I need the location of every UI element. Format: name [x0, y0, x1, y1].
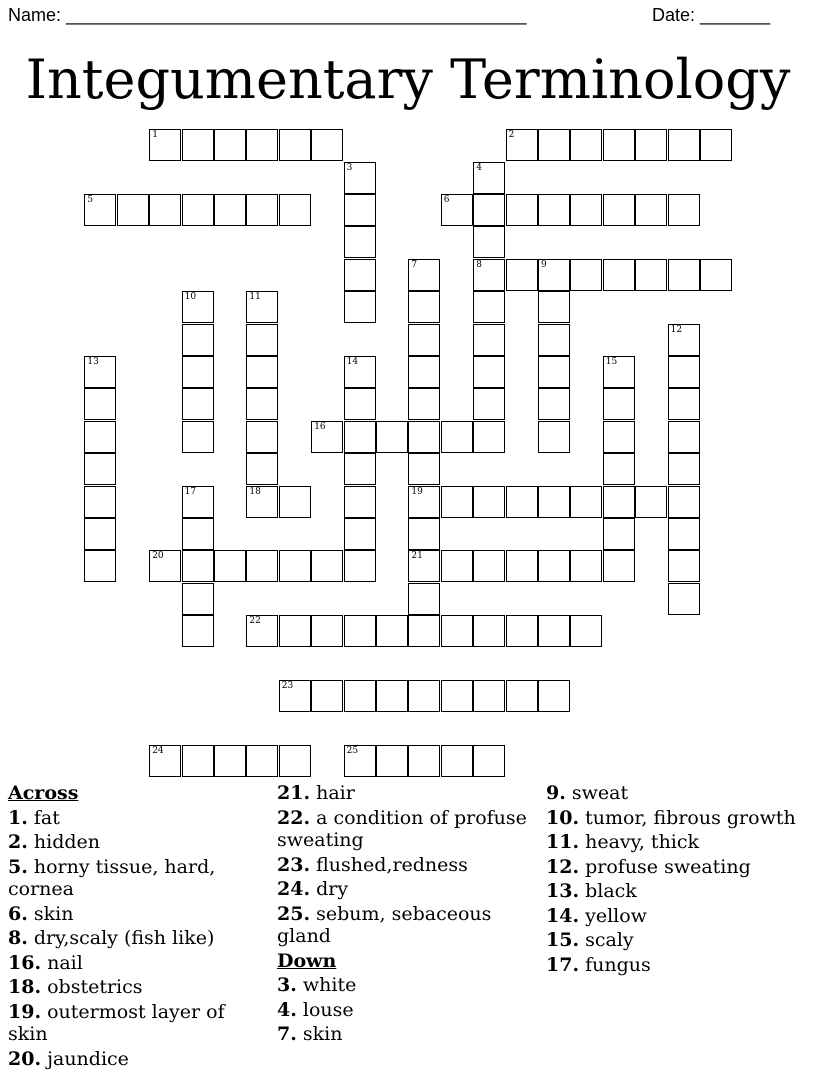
clue-item-number: 14.: [546, 904, 580, 927]
crossword-cell[interactable]: [441, 194, 473, 226]
crossword-cell[interactable]: [538, 259, 570, 291]
clue-item-text: a condition of profuse sweating: [277, 806, 527, 851]
crossword-cell[interactable]: [214, 129, 246, 161]
clue-item-number: 16.: [8, 951, 42, 974]
clue-item-number: 13.: [546, 880, 580, 902]
crossword-cell[interactable]: [570, 194, 602, 226]
crossword-cell[interactable]: [279, 194, 311, 226]
crossword-cell[interactable]: [344, 550, 376, 582]
crossword-cell[interactable]: [246, 291, 278, 323]
clue-item: [546, 929, 806, 952]
date-field-label[interactable]: Date: _______: [652, 5, 771, 25]
crossword-cell[interactable]: [668, 259, 700, 291]
clue-number: 16: [314, 421, 326, 432]
clue-item-number: 8.: [8, 927, 28, 949]
clue-item-text: tumor, fibrous growth: [579, 806, 796, 829]
clue-item-number: 2.: [8, 831, 28, 853]
clue-item: [277, 999, 527, 1022]
clue-item-text: heavy, thick: [579, 831, 700, 853]
crossword-cell[interactable]: [182, 388, 214, 420]
crossword-cell[interactable]: [376, 745, 408, 777]
clue-item-text: profuse sweating: [579, 855, 751, 878]
crossword-cell[interactable]: [603, 518, 635, 550]
crossword-cell[interactable]: [408, 356, 440, 388]
crossword-cell[interactable]: [603, 421, 635, 453]
clue-item: [277, 854, 527, 877]
crossword-cell[interactable]: [506, 615, 538, 647]
crossword-cell[interactable]: [214, 194, 246, 226]
clue-number: 17: [184, 486, 197, 497]
crossword-cell[interactable]: [344, 745, 376, 777]
clue-item-text: obstetrics: [41, 976, 143, 998]
clue-number: 21: [411, 551, 423, 562]
crossword-cell[interactable]: [668, 356, 700, 388]
crossword-cell[interactable]: [570, 615, 602, 647]
crossword-cell[interactable]: [246, 615, 278, 647]
clue-number: 11: [249, 292, 261, 303]
clue-item-number: 19.: [8, 1000, 42, 1023]
crossword-cell[interactable]: [473, 162, 505, 194]
clue-item-number: 21.: [277, 782, 311, 804]
crossword-cell[interactable]: [538, 291, 570, 323]
clue-item-text: dry: [310, 878, 349, 900]
crossword-cell[interactable]: [538, 615, 570, 647]
clue-item-number: 23.: [277, 853, 311, 876]
crossword-cell[interactable]: [344, 453, 376, 485]
crossword-cell[interactable]: [182, 550, 214, 582]
crossword-cell[interactable]: [538, 421, 570, 453]
crossword-cell[interactable]: [182, 615, 214, 647]
clue-item-number: 6.: [8, 902, 28, 925]
clue-section-heading: Down: [277, 949, 337, 972]
clue-item-text: yellow: [579, 904, 647, 927]
crossword-cell[interactable]: [344, 518, 376, 550]
clue-item: [8, 831, 258, 854]
crossword-cell[interactable]: [214, 550, 246, 582]
crossword-cell[interactable]: [668, 453, 700, 485]
crossword-cell[interactable]: [538, 486, 570, 518]
clue-item-number: 20.: [8, 1047, 42, 1070]
crossword-cell[interactable]: [182, 486, 214, 518]
crossword-cell[interactable]: [668, 550, 700, 582]
crossword-cell[interactable]: [376, 615, 408, 647]
crossword-cell[interactable]: [408, 453, 440, 485]
clue-number: 18: [249, 486, 261, 497]
clue-item: [277, 807, 527, 852]
crossword-cell[interactable]: [246, 486, 278, 518]
crossword-cell[interactable]: [182, 356, 214, 388]
crossword-cell[interactable]: [344, 291, 376, 323]
crossword-cell[interactable]: [84, 550, 116, 582]
crossword-cell[interactable]: [344, 486, 376, 518]
crossword-cell[interactable]: [668, 194, 700, 226]
clue-item-number: 12.: [546, 855, 580, 878]
crossword-cell[interactable]: [149, 194, 181, 226]
clue-item: [8, 976, 258, 999]
crossword-cell[interactable]: [311, 421, 343, 453]
clue-item: [8, 927, 258, 950]
clue-number: 7: [411, 259, 418, 270]
crossword-cell[interactable]: [408, 518, 440, 550]
crossword-cell[interactable]: [84, 421, 116, 453]
clue-item: [277, 903, 527, 948]
crossword-cell[interactable]: [182, 421, 214, 453]
clue-number: 20: [152, 551, 164, 562]
clue-item-number: 25.: [277, 902, 311, 925]
crossword-cell[interactable]: [279, 745, 311, 777]
crossword-cell[interactable]: [473, 259, 505, 291]
clue-item-text: fat: [27, 806, 60, 829]
crossword-cell[interactable]: [473, 194, 505, 226]
crossword-cell[interactable]: [538, 324, 570, 356]
crossword-cell[interactable]: [84, 388, 116, 420]
crossword-cell[interactable]: [279, 486, 311, 518]
clue-item-number: 10.: [546, 806, 580, 829]
crossword-cell[interactable]: [408, 486, 440, 518]
clue-number: 15: [605, 357, 618, 367]
crossword-cell[interactable]: [506, 550, 538, 582]
crossword-cell[interactable]: [441, 745, 473, 777]
crossword-cell[interactable]: [344, 259, 376, 291]
crossword-cell[interactable]: [344, 388, 376, 420]
crossword-cell[interactable]: [246, 129, 278, 161]
crossword-cell[interactable]: [473, 550, 505, 582]
crossword-cell[interactable]: [603, 486, 635, 518]
clue-item-text: outermost layer of skin: [8, 1000, 225, 1045]
crossword-cell[interactable]: [408, 615, 440, 647]
clue-item-number: 5.: [8, 855, 28, 878]
clue-item-number: 1.: [8, 806, 28, 829]
crossword-cell[interactable]: [603, 550, 635, 582]
clue-item-text: louse: [296, 998, 354, 1021]
crossword-cell[interactable]: [182, 583, 214, 615]
crossword-cell[interactable]: [506, 259, 538, 291]
crossword-cell[interactable]: [344, 615, 376, 647]
crossword-cell[interactable]: [635, 486, 667, 518]
crossword-cell[interactable]: [311, 680, 343, 712]
crossword-cell[interactable]: [538, 129, 570, 161]
clue-item-number: 22.: [277, 806, 311, 829]
crossword-cell[interactable]: [182, 745, 214, 777]
clue-item: [8, 952, 258, 975]
clue-item-number: 7.: [277, 1023, 297, 1045]
crossword-cell[interactable]: [376, 680, 408, 712]
crossword-cell[interactable]: [344, 356, 376, 388]
crossword-cell[interactable]: [311, 550, 343, 582]
crossword-cell[interactable]: [344, 421, 376, 453]
crossword-cell[interactable]: [441, 486, 473, 518]
crossword-cell[interactable]: [506, 129, 538, 161]
crossword-cell[interactable]: [279, 129, 311, 161]
clue-number: 24: [152, 745, 164, 756]
clue-number: 25: [346, 745, 359, 756]
crossword-cell[interactable]: [246, 388, 278, 420]
clue-item: [546, 905, 806, 928]
crossword-cell[interactable]: [246, 194, 278, 226]
clue-number: 22: [249, 616, 261, 627]
clue-item: [8, 1048, 258, 1071]
crossword-cell[interactable]: [279, 550, 311, 582]
crossword-cell[interactable]: [473, 745, 505, 777]
crossword-cell[interactable]: [149, 129, 181, 161]
crossword-cell[interactable]: [441, 421, 473, 453]
clue-item-text: horny tissue, hard, cornea: [8, 855, 216, 900]
crossword-cell[interactable]: [473, 324, 505, 356]
crossword-cell[interactable]: [246, 356, 278, 388]
clue-item-number: 15.: [546, 929, 580, 951]
crossword-cell[interactable]: [473, 356, 505, 388]
clue-number: 6: [443, 195, 450, 205]
crossword-cell[interactable]: [344, 226, 376, 258]
crossword-cell[interactable]: [700, 129, 732, 161]
clue-item: [546, 880, 806, 903]
crossword-cell[interactable]: [182, 518, 214, 550]
crossword-cell[interactable]: [408, 291, 440, 323]
crossword-cell[interactable]: [700, 259, 732, 291]
clue-item-text: hidden: [27, 831, 101, 853]
crossword-cell[interactable]: [603, 194, 635, 226]
crossword-cell[interactable]: [182, 291, 214, 323]
clue-number: 12: [670, 324, 683, 335]
clue-item: [546, 954, 806, 977]
clue-item-number: 11.: [546, 831, 580, 853]
clue-item: [546, 831, 806, 854]
clue-item-text: nail: [41, 951, 83, 974]
clue-item: [546, 807, 806, 830]
clue-item-text: skin: [296, 1023, 343, 1045]
clue-item-text: dry,scaly (fish like): [27, 927, 215, 949]
crossword-cell[interactable]: [668, 129, 700, 161]
clue-number: 2: [508, 130, 515, 141]
clue-number: 9: [541, 259, 547, 270]
crossword-cell[interactable]: [668, 518, 700, 550]
crossword-cell[interactable]: [149, 550, 181, 582]
crossword-cell[interactable]: [473, 680, 505, 712]
crossword-cell[interactable]: [473, 291, 505, 323]
crossword-cell[interactable]: [635, 194, 667, 226]
crossword-cell[interactable]: [182, 129, 214, 161]
crossword-cell[interactable]: [473, 486, 505, 518]
crossword-cell[interactable]: [246, 453, 278, 485]
clue-item-text: skin: [27, 902, 74, 925]
crossword-cell[interactable]: [473, 388, 505, 420]
clue-item-text: sebum, sebaceous gland: [277, 902, 492, 947]
crossword-cell[interactable]: [603, 259, 635, 291]
crossword-cell[interactable]: [538, 680, 570, 712]
clue-number: 14: [346, 357, 359, 367]
crossword-cell[interactable]: [441, 615, 473, 647]
crossword-cell[interactable]: [506, 194, 538, 226]
crossword-cell[interactable]: [408, 388, 440, 420]
crossword-cell[interactable]: [408, 259, 440, 291]
clue-item-number: 17.: [546, 953, 580, 976]
crossword-cell[interactable]: [538, 356, 570, 388]
crossword-cell[interactable]: [408, 583, 440, 615]
clue-number: 23: [281, 681, 294, 691]
crossword-cell[interactable]: [214, 745, 246, 777]
crossword-cell[interactable]: [408, 324, 440, 356]
clue-column-3: [546, 780, 806, 976]
crossword-cell[interactable]: [603, 388, 635, 420]
crossword-cell[interactable]: [603, 453, 635, 485]
crossword-cell[interactable]: [668, 388, 700, 420]
clue-item: [8, 807, 258, 830]
crossword-cell[interactable]: [570, 259, 602, 291]
crossword-cell[interactable]: [279, 680, 311, 712]
clue-number: 3: [346, 162, 353, 173]
crossword-cell[interactable]: [570, 550, 602, 582]
crossword-cell[interactable]: [84, 453, 116, 485]
clue-number: 8: [476, 259, 482, 270]
clue-item: [8, 1001, 258, 1046]
clue-number: 4: [476, 162, 482, 173]
crossword-cell[interactable]: [538, 388, 570, 420]
clue-column-1: [8, 780, 258, 1070]
clue-item: [546, 856, 806, 879]
crossword-cell[interactable]: [570, 129, 602, 161]
clue-number: 19: [411, 486, 423, 497]
crossword-cell[interactable]: [84, 518, 116, 550]
clue-item-number: 18.: [8, 976, 42, 998]
clue-item-number: 9.: [546, 782, 566, 804]
crossword-cell[interactable]: [441, 550, 473, 582]
crossword-cell[interactable]: [84, 486, 116, 518]
crossword-cell[interactable]: [408, 745, 440, 777]
clue-section-heading: Across: [8, 782, 79, 804]
crossword-cell[interactable]: [149, 745, 181, 777]
clue-item-number: 3.: [277, 974, 297, 996]
crossword-cell[interactable]: [246, 550, 278, 582]
crossword-cell[interactable]: [441, 680, 473, 712]
crossword-cell[interactable]: [376, 421, 408, 453]
crossword-cell[interactable]: [603, 356, 635, 388]
crossword-cell[interactable]: [635, 259, 667, 291]
clue-item-text: white: [296, 974, 357, 996]
clue-item-text: flushed,redness: [310, 853, 468, 876]
crossword-cell[interactable]: [182, 324, 214, 356]
clue-item: [8, 856, 258, 901]
crossword-cell[interactable]: [84, 356, 116, 388]
clue-item: [546, 782, 806, 805]
crossword-cell[interactable]: [603, 129, 635, 161]
crossword-cell[interactable]: [279, 615, 311, 647]
clue-number: 1: [152, 130, 158, 141]
clue-item: [277, 974, 527, 997]
clue-item-number: 4.: [277, 998, 297, 1021]
crossword-cell[interactable]: [408, 421, 440, 453]
clue-item-text: jaundice: [41, 1047, 129, 1070]
crossword-cell[interactable]: [246, 324, 278, 356]
crossword-cell[interactable]: [182, 194, 214, 226]
crossword-cell[interactable]: [635, 129, 667, 161]
crossword-cell[interactable]: [344, 194, 376, 226]
crossword-cell[interactable]: [668, 324, 700, 356]
crossword-cell[interactable]: [344, 680, 376, 712]
crossword-cell[interactable]: [506, 486, 538, 518]
clue-number: 5: [87, 195, 94, 205]
clue-item-text: sweat: [565, 782, 629, 804]
crossword-cell[interactable]: [570, 486, 602, 518]
crossword-cell[interactable]: [408, 680, 440, 712]
crossword-cell[interactable]: [538, 550, 570, 582]
crossword-cell[interactable]: [117, 194, 149, 226]
crossword-cell[interactable]: [246, 421, 278, 453]
crossword-cell[interactable]: [473, 421, 505, 453]
crossword-cell[interactable]: [408, 550, 440, 582]
crossword-cell[interactable]: [473, 226, 505, 258]
clue-column-2: [277, 780, 527, 1046]
crossword-cell[interactable]: [311, 129, 343, 161]
clue-item-text: hair: [310, 782, 355, 804]
clue-number: 13: [87, 357, 99, 367]
crossword-cell[interactable]: [668, 583, 700, 615]
crossword-cell[interactable]: [473, 615, 505, 647]
clue-item-number: 24.: [277, 878, 311, 900]
clue-item: [277, 878, 527, 901]
clue-item: [277, 1023, 527, 1046]
crossword-cell[interactable]: [668, 486, 700, 518]
clue-item: [8, 903, 258, 926]
clue-item-text: black: [579, 880, 637, 902]
crossword-cell[interactable]: [311, 615, 343, 647]
clue-item-text: scaly: [579, 929, 634, 951]
clue-item: [277, 782, 527, 805]
crossword-cell[interactable]: [538, 194, 570, 226]
crossword-cell[interactable]: [344, 162, 376, 194]
crossword-cell[interactable]: [246, 745, 278, 777]
crossword-cell[interactable]: [84, 194, 116, 226]
clue-number: 10: [184, 292, 197, 303]
crossword-cell[interactable]: [668, 421, 700, 453]
clue-item-text: fungus: [579, 953, 651, 976]
name-field-label[interactable]: Name: ______________________________________________: [8, 5, 527, 25]
page-title: Integumentary Terminology: [25, 48, 791, 111]
crossword-cell[interactable]: [506, 680, 538, 712]
